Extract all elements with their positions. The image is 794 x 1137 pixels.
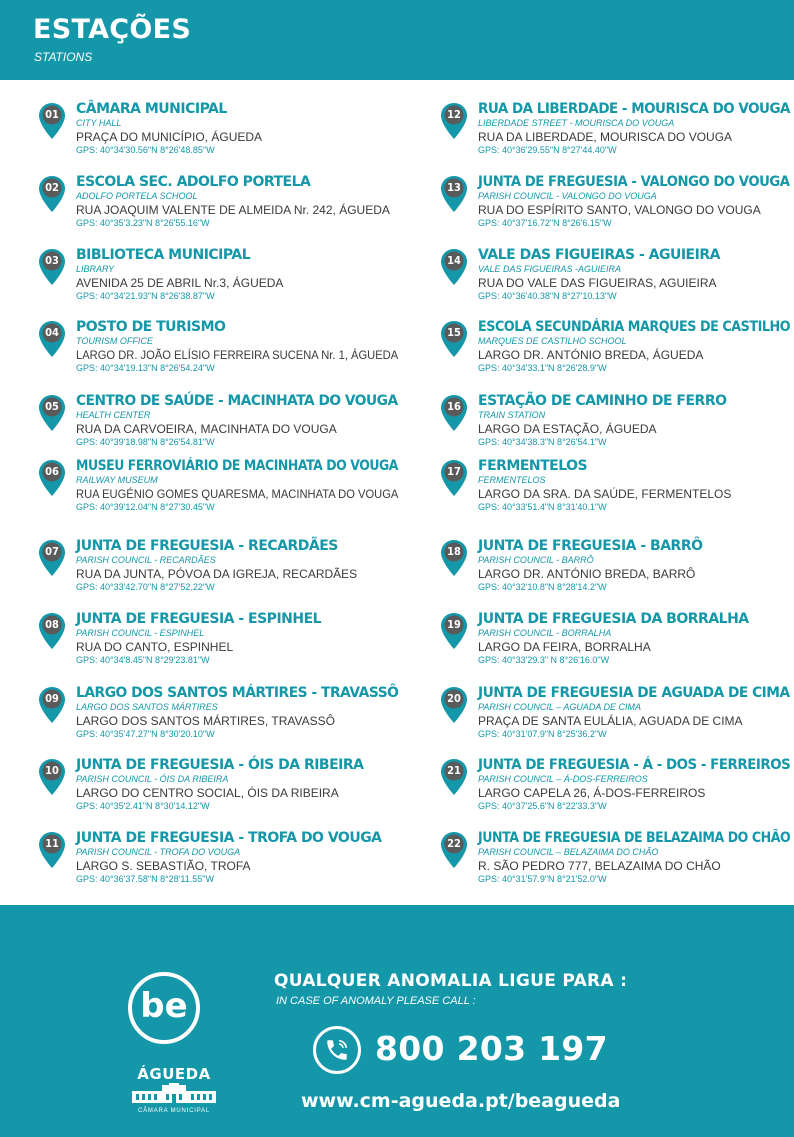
be-logo-text: be xyxy=(140,986,188,1026)
station-name: JUNTA DE FREGUESIA - ESPINHEL xyxy=(76,611,322,627)
station-name: VALE DAS FIGUEIRAS - AGUIEIRA xyxy=(478,247,720,263)
anomaly-subtitle: IN CASE OF ANOMALY PLEASE CALL : xyxy=(276,995,476,1007)
station-item xyxy=(440,756,790,822)
station-item xyxy=(38,457,398,523)
station-number: 10 xyxy=(45,764,59,777)
station-number: 02 xyxy=(45,181,59,194)
station-gps: GPS: 40°35'3.23"N 8°26'55.16"W xyxy=(76,218,210,228)
station-number: 09 xyxy=(45,692,59,705)
station-address: LARGO DOS SANTOS MÁRTIRES, TRAVASSÔ xyxy=(76,714,335,728)
station-address: LARGO DR. ANTÓNIO BREDA, ÁGUEDA xyxy=(478,348,704,362)
station-gps: GPS: 40°33'51.4"N 8°31'40.1"W xyxy=(478,502,607,512)
station-name-english: LIBERDADE STREET - MOURISCA DO VOUGA xyxy=(478,118,675,128)
map-pin-icon xyxy=(440,686,468,724)
footer-banner xyxy=(0,905,794,1137)
station-address: LARGO CAPELA 26, Á-DOS-FERREIROS xyxy=(478,786,706,800)
station-item xyxy=(440,392,790,458)
station-address: RUA DO VALE DAS FIGUEIRAS, AGUIEIRA xyxy=(478,276,717,290)
city-name: ÁGUEDA xyxy=(137,1065,211,1083)
station-name-english: HEALTH CENTER xyxy=(76,410,151,420)
station-item xyxy=(440,537,790,603)
station-number: 20 xyxy=(447,692,461,705)
map-pin-icon xyxy=(440,320,468,358)
station-name: JUNTA DE FREGUESIA - Á - DOS - FERREIROS xyxy=(478,757,791,773)
map-pin-icon xyxy=(440,248,468,286)
station-address: RUA DO CANTO, ESPINHEL xyxy=(76,640,234,654)
station-name-english: RAILWAY MUSEUM xyxy=(76,475,158,485)
station-name-english: CITY HALL xyxy=(76,118,122,128)
station-name-english: PARISH COUNCIL – Á-DOS-FERREIROS xyxy=(478,774,648,784)
map-pin-icon xyxy=(440,758,468,796)
map-pin-icon xyxy=(38,758,66,796)
station-address: LARGO DR. ANTÓNIO BREDA, BARRÔ xyxy=(478,567,696,581)
station-gps: GPS: 40°32'10.8"N 8°28'14.2"W xyxy=(478,582,607,592)
station-address: RUA EUGÉNIO GOMES QUARESMA, MACINHATA DO VOUGA xyxy=(76,487,399,501)
station-address: LARGO DA ESTAÇÃO, ÁGUEDA xyxy=(478,422,657,436)
station-name: JUNTA DE FREGUESIA - TROFA DO VOUGA xyxy=(76,830,382,846)
station-name-english: PARISH COUNCIL - BARRÔ xyxy=(478,555,594,565)
station-address: LARGO S. SEBASTIÃO, TROFA xyxy=(76,859,251,873)
station-item xyxy=(38,756,398,822)
station-address: R. SÃO PEDRO 777, BELAZAIMA DO CHÃO xyxy=(478,859,721,873)
station-name: JUNTA DE FREGUESIA DE BELAZAIMA DO CHÃO xyxy=(478,830,791,846)
station-address: PRAÇA DO MUNICÍPIO, ÁGUEDA xyxy=(76,130,263,144)
station-number: 11 xyxy=(45,837,59,850)
station-address: LARGO DR. JOÃO ELÍSIO FERREIRA SUCENA Nr. 1, ÁGUEDA xyxy=(76,348,399,362)
station-gps: GPS: 40°39'18.98"N 8°26'54.81"W xyxy=(76,437,215,447)
map-pin-icon xyxy=(440,612,468,650)
station-gps: GPS: 40°35'47.27"N 8°30'20.10"W xyxy=(76,729,215,739)
station-name: JUNTA DE FREGUESIA DA BORRALHA xyxy=(478,611,749,627)
station-gps: GPS: 40°37'16.72"N 8°26'6.15"W xyxy=(478,218,612,228)
station-gps: GPS: 40°35'2.41"N 8°30'14.12"W xyxy=(76,801,210,811)
station-gps: GPS: 40°34'21.93"N 8°26'38.87"W xyxy=(76,291,215,301)
station-name-english: PARISH COUNCIL – BELAZAIMA DO CHÃO xyxy=(478,847,659,857)
station-gps: GPS: 40°34'38.3"N 8°26'54.1"W xyxy=(478,437,607,447)
map-pin-icon xyxy=(440,831,468,869)
station-name: JUNTA DE FREGUESIA DE AGUADA DE CIMA xyxy=(478,685,790,701)
station-gps: GPS: 40°33'29.3" N 8°26'16.0"W xyxy=(478,655,610,665)
station-name: LARGO DOS SANTOS MÁRTIRES - TRAVASSÔ xyxy=(76,685,399,701)
town-hall-icon xyxy=(124,1083,224,1105)
station-item xyxy=(440,100,790,166)
map-pin-icon xyxy=(38,175,66,213)
map-pin-icon xyxy=(440,459,468,497)
station-name: FERMENTELOS xyxy=(478,458,588,474)
map-pin-icon xyxy=(440,539,468,577)
map-pin-icon xyxy=(38,248,66,286)
station-name: POSTO DE TURISMO xyxy=(76,319,226,335)
station-address: RUA DA CARVOEIRA, MACINHATA DO VOUGA xyxy=(76,422,337,436)
station-name-english: PARISH COUNCIL - ÓIS DA RIBEIRA xyxy=(76,774,229,784)
station-name: ESTAÇÃO DE CAMINHO DE FERRO xyxy=(478,393,727,409)
station-name: JUNTA DE FREGUESIA - VALONGO DO VOUGA xyxy=(478,174,790,190)
station-item xyxy=(38,100,398,166)
station-item xyxy=(440,246,790,312)
station-name-english: PARISH COUNCIL - RECARDÃES xyxy=(76,555,216,565)
station-item xyxy=(38,173,398,239)
station-item xyxy=(440,610,790,676)
station-item xyxy=(38,246,398,312)
station-number: 14 xyxy=(447,254,461,267)
anomaly-title: QUALQUER ANOMALIA LIGUE PARA : xyxy=(274,971,628,991)
map-pin-icon xyxy=(38,539,66,577)
page-title: ESTAÇÕES xyxy=(33,14,192,45)
map-pin-icon xyxy=(38,102,66,140)
station-name: JUNTA DE FREGUESIA - ÓIS DA RIBEIRA xyxy=(76,757,364,773)
station-name-english: FERMENTELOS xyxy=(478,475,546,485)
station-number: 21 xyxy=(447,764,461,777)
station-number: 15 xyxy=(447,326,461,339)
map-pin-icon xyxy=(440,175,468,213)
station-name: MUSEU FERROVIÁRIO DE MACINHATA DO VOUGA xyxy=(76,458,398,474)
station-gps: GPS: 40°34'30.56"N 8°26'48.85"W xyxy=(76,145,215,155)
station-name-english: LIBRARY xyxy=(76,264,115,274)
map-pin-icon xyxy=(440,394,468,432)
phone-icon xyxy=(313,1026,361,1074)
station-number: 08 xyxy=(45,618,59,631)
station-item xyxy=(38,537,398,603)
station-gps: GPS: 40°36'37.58"N 8°28'11.55"W xyxy=(76,874,214,884)
page-subtitle: STATIONS xyxy=(34,50,93,64)
station-item xyxy=(440,684,790,750)
station-name: ESCOLA SEC. ADOLFO PORTELA xyxy=(76,174,311,190)
council-label: CÂMARA MUNICIPAL xyxy=(137,1108,211,1114)
station-number: 05 xyxy=(45,400,59,413)
station-name-english: PARISH COUNCIL - TROFA DO VOUGA xyxy=(76,847,241,857)
station-name: RUA DA LIBERDADE - MOURISCA DO VOUGA xyxy=(478,101,790,117)
station-address: AVENIDA 25 DE ABRIL Nr.3, ÁGUEDA xyxy=(76,276,284,290)
station-number: 19 xyxy=(447,618,461,631)
station-address: RUA DA JUNTA, PÓVOA DA IGREJA, RECARDÃES xyxy=(76,567,358,581)
website-link[interactable]: www.cm-agueda.pt/beagueda xyxy=(301,1090,621,1112)
station-number: 03 xyxy=(45,254,59,267)
station-name-english: PARISH COUNCIL - BORRALHA xyxy=(478,628,612,638)
station-number: 06 xyxy=(45,465,59,478)
map-pin-icon xyxy=(38,612,66,650)
station-gps: GPS: 40°34'33.1"N 8°26'28.9"W xyxy=(478,363,607,373)
station-item xyxy=(38,392,398,458)
station-gps: GPS: 40°37'25.6"N 8°22'33.3"W xyxy=(478,801,607,811)
station-name: JUNTA DE FREGUESIA - RECARDÃES xyxy=(76,538,338,554)
station-number: 04 xyxy=(45,326,59,339)
station-gps: GPS: 40°31'07.9"N 8°25'36.2"W xyxy=(478,729,607,739)
map-pin-icon xyxy=(38,459,66,497)
station-number: 16 xyxy=(447,400,461,413)
station-gps: GPS: 40°39'12.04"N 8°27'30.45"W xyxy=(76,502,215,512)
station-gps: GPS: 40°34'8.45"N 8°29'23.81"W xyxy=(76,655,210,665)
map-pin-icon xyxy=(440,102,468,140)
map-pin-icon xyxy=(38,686,66,724)
station-address: PRAÇA DE SANTA EULÁLIA, AGUADA DE CIMA xyxy=(478,714,743,728)
be-logo xyxy=(128,972,200,1044)
station-gps: GPS: 40°36'40.38"N 8°27'10.13"W xyxy=(478,291,617,301)
station-item xyxy=(38,829,398,895)
station-name-english: VALE DAS FIGUEIRAS -AGUIEIRA xyxy=(478,264,622,274)
station-address: LARGO DA FEIRA, BORRALHA xyxy=(478,640,651,654)
station-name: ESCOLA SECUNDÁRIA MARQUES DE CASTILHO xyxy=(478,319,791,335)
station-name-english: TRAIN STATION xyxy=(478,410,546,420)
map-pin-icon xyxy=(38,831,66,869)
station-number: 07 xyxy=(45,545,59,558)
map-pin-icon xyxy=(38,320,66,358)
map-pin-icon xyxy=(38,394,66,432)
station-item xyxy=(38,684,398,750)
station-address: RUA DO ESPÍRITO SANTO, VALONGO DO VOUGA xyxy=(478,203,761,217)
station-item xyxy=(440,173,790,239)
station-item xyxy=(440,457,790,523)
station-address: RUA DA LIBERDADE, MOURISCA DO VOUGA xyxy=(478,130,733,144)
phone-number[interactable]: 800 203 197 xyxy=(375,1029,608,1068)
station-name: CENTRO DE SAÚDE - MACINHATA DO VOUGA xyxy=(76,393,398,409)
station-name-english: PARISH COUNCIL – AGUADA DE CIMA xyxy=(478,702,642,712)
station-gps: GPS: 40°33'42.70"N 8°27'52.22"W xyxy=(76,582,215,592)
header-banner xyxy=(0,0,794,80)
station-address: LARGO DA SRA. DA SAÚDE, FERMENTELOS xyxy=(478,487,732,501)
station-number: 12 xyxy=(447,108,461,121)
station-gps: GPS: 40°31'57.9"N 8°21'52.0"W xyxy=(478,874,607,884)
station-name-english: PARISH COUNCIL - ESPINHEL xyxy=(76,628,205,638)
station-name: BIBLIOTECA MUNICIPAL xyxy=(76,247,251,263)
station-name: JUNTA DE FREGUESIA - BARRÔ xyxy=(478,538,703,554)
station-name-english: MARQUES DE CASTILHO SCHOOL xyxy=(478,336,627,346)
station-name: CÂMARA MUNICIPAL xyxy=(76,101,227,117)
station-item xyxy=(38,610,398,676)
station-number: 18 xyxy=(447,545,461,558)
station-number: 01 xyxy=(45,108,59,121)
station-item xyxy=(38,318,398,384)
station-gps: GPS: 40°36'29.55"N 8°27'44.40"W xyxy=(478,145,617,155)
station-name-english: LARGO DOS SANTOS MÁRTIRES xyxy=(76,702,218,712)
station-number: 13 xyxy=(447,181,461,194)
station-name-english: TOURISM OFFICE xyxy=(76,336,153,346)
station-item xyxy=(440,829,790,895)
station-address: RUA JOAQUIM VALENTE DE ALMEIDA Nr. 242, ÁGUEDA xyxy=(76,203,390,217)
station-address: LARGO DO CENTRO SOCIAL, ÓIS DA RIBEIRA xyxy=(76,786,339,800)
station-number: 17 xyxy=(447,465,461,478)
station-name-english: ADOLFO PORTELA SCHOOL xyxy=(76,191,198,201)
station-number: 22 xyxy=(447,837,461,850)
station-gps: GPS: 40°34'19.13"N 8°26'54.24"W xyxy=(76,363,215,373)
station-item xyxy=(440,318,790,384)
station-name-english: PARISH COUNCIL - VALONGO DO VOUGA xyxy=(478,191,657,201)
